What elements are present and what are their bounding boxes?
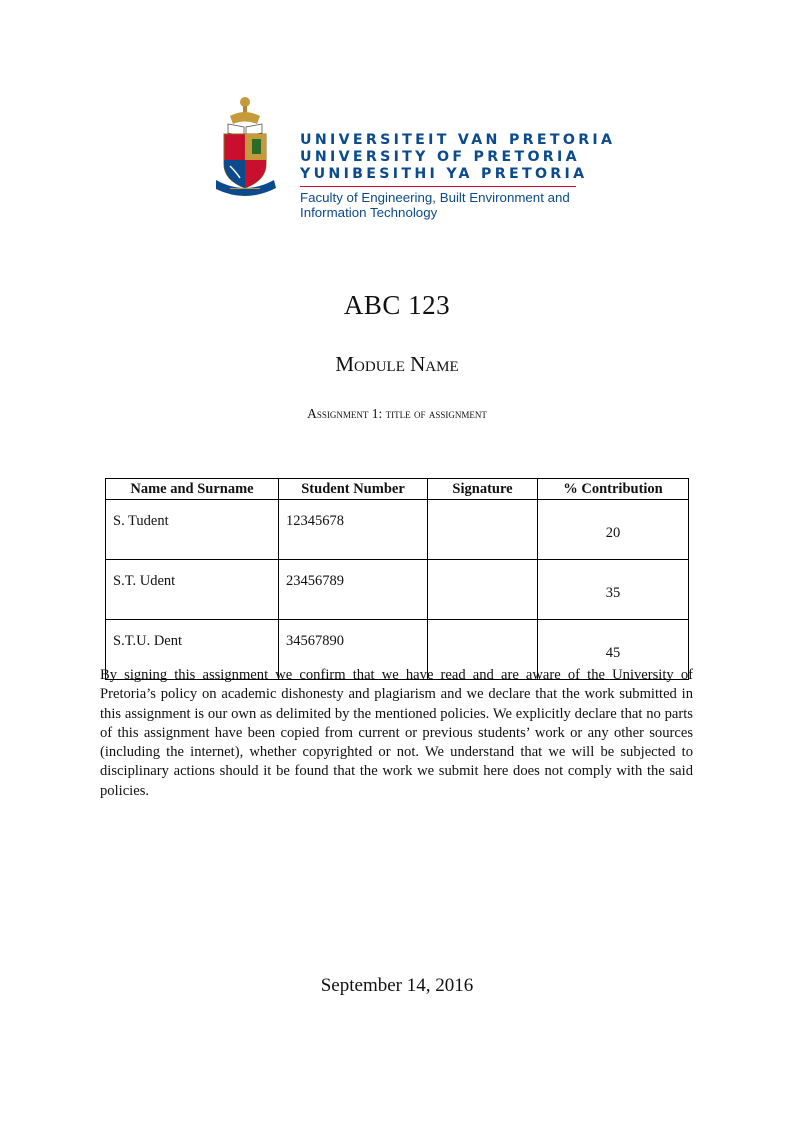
member-signature[interactable] bbox=[428, 500, 538, 560]
logo-divider bbox=[300, 186, 576, 187]
member-student-number: 34567890 bbox=[279, 620, 428, 680]
university-name-afrikaans: UNIVERSITEIT VAN PRETORIA bbox=[300, 132, 616, 148]
table-row bbox=[106, 500, 689, 560]
member-name: S. Tudent bbox=[106, 500, 279, 560]
submission-date: September 14, 2016 bbox=[320, 975, 474, 996]
faculty-name-line-2: Information Technology bbox=[300, 205, 438, 220]
university-name-english: UNIVERSITY OF PRETORIA bbox=[300, 149, 580, 165]
course-code: ABC 123 bbox=[343, 290, 451, 320]
member-student-number: 23456789 bbox=[279, 560, 428, 620]
member-contribution: 35 bbox=[538, 560, 689, 620]
member-student-number: 12345678 bbox=[279, 500, 428, 560]
coat-of-arms-icon bbox=[216, 94, 282, 204]
member-contribution: 20 bbox=[538, 500, 689, 560]
header-signature: Signature bbox=[428, 479, 538, 500]
header-name: Name and Surname bbox=[106, 479, 279, 500]
table-row bbox=[106, 560, 689, 620]
university-name-block bbox=[300, 132, 615, 220]
assignment-title: Assignment 1: title of assignment bbox=[307, 406, 487, 421]
member-name: S.T. Udent bbox=[106, 560, 279, 620]
plagiarism-declaration: By signing this assignment we confirm that we have read and are aware of the University of Pretoria’s policy on academic dishonesty and plagiarism and we declare that the work submitted in this assignment is our own as delimited by the mentioned policies. We explicitly declare that no parts of this assignment have been copied from current or previous students’ work or any other sources (including the internet), whether copyrighted or not. We understand that we will be subjected to disciplinary actions should it be found that the work we submit here does not comply with the said policies. bbox=[100, 667, 693, 799]
header-student-number: Student Number bbox=[279, 479, 428, 500]
header-contribution: % Contribution bbox=[538, 479, 689, 500]
group-members-table bbox=[105, 478, 689, 680]
module-name: Module Name bbox=[335, 352, 459, 376]
member-name: S.T.U. Dent bbox=[106, 620, 279, 680]
faculty-name-line-1: Faculty of Engineering, Built Environment and bbox=[300, 190, 570, 205]
table-header-row bbox=[106, 479, 689, 500]
member-contribution: 45 bbox=[538, 620, 689, 680]
university-name-sepedi: YUNIBESITHI YA PRETORIA bbox=[300, 166, 588, 182]
university-logo bbox=[216, 94, 616, 224]
member-signature[interactable] bbox=[428, 560, 538, 620]
